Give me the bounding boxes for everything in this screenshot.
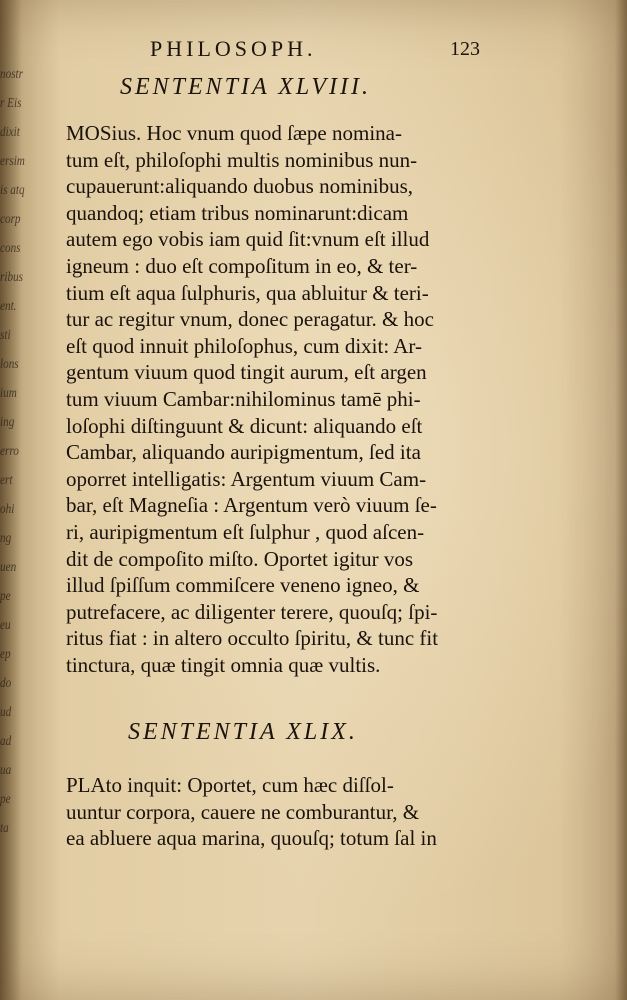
text-line: loſophi diſtinguunt & dicunt: aliquando eſt bbox=[66, 413, 423, 438]
section-heading-49: SENTENTIA XLIX. bbox=[128, 719, 358, 745]
section-heading-48: SENTENTIA XLVIII. bbox=[120, 74, 372, 100]
bleed-fragment: ad bbox=[0, 734, 12, 749]
text-line: dit de compoſito miſto. Oportet igitur vos bbox=[66, 546, 414, 571]
text-line: Cambar, aliquando auripigmentum, ſed ita bbox=[66, 440, 421, 465]
text-line: eſt quod innuit philoſophus, cum dixit: Ar- bbox=[66, 333, 422, 358]
bleed-fragment: r Eis bbox=[0, 96, 22, 111]
text-line: illud ſpiſſum commiſcere veneno igneo, & bbox=[66, 573, 420, 598]
section-body-49 bbox=[66, 772, 490, 852]
section-body-48 bbox=[66, 120, 490, 678]
bleed-fragment: pe bbox=[0, 589, 11, 604]
text-line: PLAto inquit: Oportet, cum hæc diſſol- bbox=[66, 773, 394, 797]
text-line: igneum : duo eſt compoſitum in eo, & ter- bbox=[66, 253, 418, 278]
text-line: tum eſt, philoſophi multis nominibus nun- bbox=[66, 147, 418, 172]
text-line: MOSius. Hoc vnum quod ſæpe nomina- bbox=[66, 121, 402, 145]
text-line: ritus fiat : in altero occulto ſpiritu, & tunc fit bbox=[66, 626, 439, 651]
text-line: uuntur corpora, cauere ne comburantur, & bbox=[66, 799, 420, 824]
text-line: gentum viuum quod tingit aurum, eſt argen bbox=[66, 360, 427, 385]
text-line: tur ac regitur vnum, donec peragatur. & hoc bbox=[66, 307, 434, 332]
bleed-fragment: ng bbox=[0, 531, 12, 546]
text-line: tium eſt aqua ſulphuris, qua abluitur & teri- bbox=[66, 280, 429, 305]
bleed-fragment: ersim bbox=[0, 154, 25, 169]
bleed-fragment: eu bbox=[0, 618, 11, 633]
facing-page-bleed bbox=[0, 60, 34, 900]
bleed-fragment: ta bbox=[0, 821, 9, 836]
text-line: ri, auripigmentum eſt ſulphur , quod aſcen- bbox=[66, 519, 425, 544]
bleed-fragment: ua bbox=[0, 763, 12, 778]
page-number: 123 bbox=[450, 38, 480, 60]
bleed-fragment: ent. bbox=[0, 299, 17, 314]
text-line: tinctura, quæ tingit omnia quæ vultis. bbox=[66, 652, 381, 677]
bleed-fragment: corp bbox=[0, 212, 21, 227]
bleed-fragment: uen bbox=[0, 560, 17, 575]
bleed-fragment: ep bbox=[0, 647, 11, 662]
bleed-fragment: ing bbox=[0, 415, 15, 430]
bleed-fragment: ud bbox=[0, 705, 12, 720]
bleed-fragment: ert bbox=[0, 473, 13, 488]
text-line: ea abluere aqua marina, quouſq; totum ſal in bbox=[66, 826, 437, 851]
bleed-fragment: nostr bbox=[0, 67, 24, 82]
text-line: quandoq; etiam tribus nominarunt:dicam bbox=[66, 200, 409, 225]
bleed-fragment: sti bbox=[0, 328, 11, 343]
bleed-fragment: erro bbox=[0, 444, 19, 459]
bleed-fragment: ohi bbox=[0, 502, 15, 517]
text-line: autem ego vobis iam quid ſit:vnum eſt illud bbox=[66, 227, 430, 252]
text-line: tum viuum Cambar:nihilominus tamē phi- bbox=[66, 386, 421, 411]
text-line: oporret intelligatis: Argentum viuum Cam- bbox=[66, 466, 427, 491]
bleed-fragment: is atq bbox=[0, 183, 25, 198]
bleed-fragment: ium bbox=[0, 386, 17, 401]
bleed-fragment: dixit bbox=[0, 125, 20, 140]
text-line: cupauerunt:aliquando duobus nominibus, bbox=[66, 174, 414, 199]
bleed-fragment: lons bbox=[0, 357, 19, 372]
text-line: bar, eſt Magneſia : Argentum verò viuum ſe- bbox=[66, 493, 437, 518]
text-line: putrefacere, ac diligenter terere, quouſq; ſpi- bbox=[66, 599, 438, 624]
bleed-fragment: ribus bbox=[0, 270, 24, 285]
bleed-fragment: pe bbox=[0, 792, 11, 807]
bleed-fragment: cons bbox=[0, 241, 21, 256]
running-head: PHILOSOPH. bbox=[150, 36, 317, 61]
bleed-fragment: do bbox=[0, 676, 12, 691]
